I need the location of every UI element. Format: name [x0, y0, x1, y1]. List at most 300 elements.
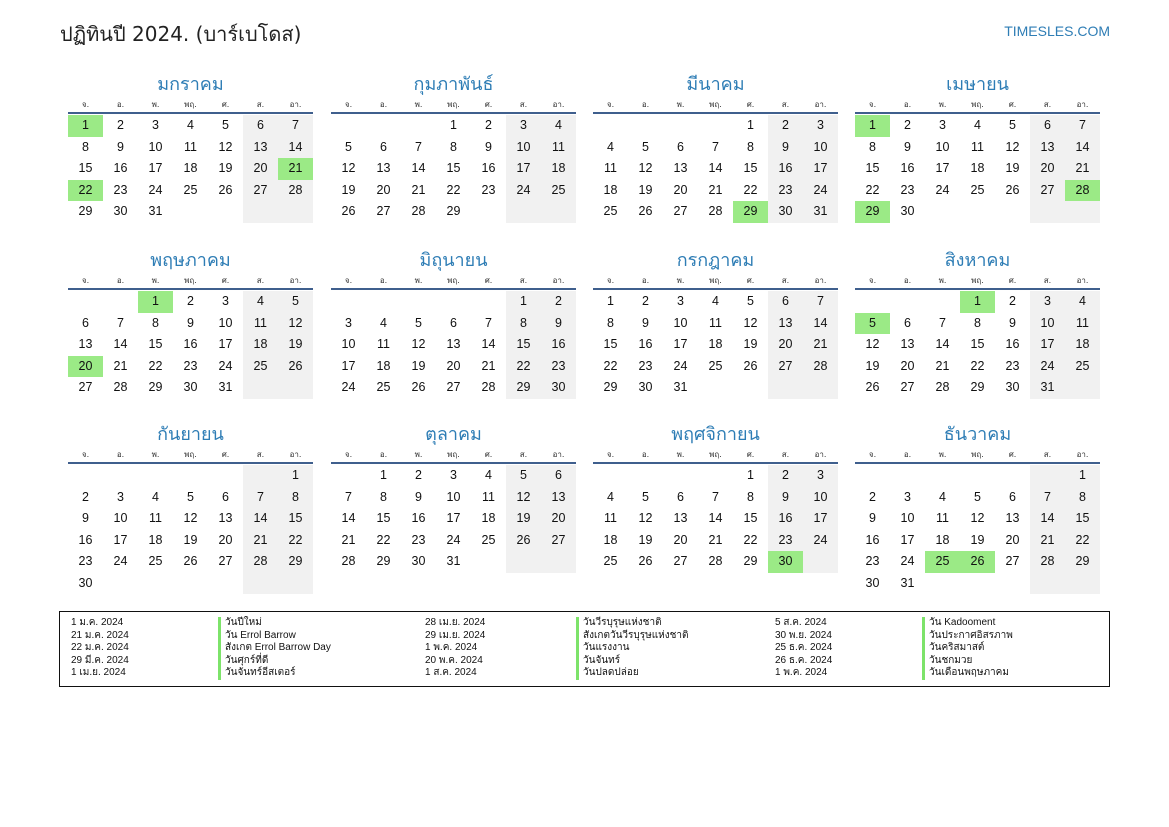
- empty-day-cell: [243, 573, 278, 595]
- day-cell: 19: [218, 161, 233, 175]
- month-grid: [855, 274, 1100, 399]
- weekday-label: พ.: [676, 450, 685, 459]
- day-cell: 10: [673, 315, 688, 330]
- day-cell: 24: [506, 180, 541, 202]
- day-cell: 25: [243, 356, 278, 378]
- day-cell: 13: [541, 487, 576, 509]
- day-cell: 7: [345, 489, 352, 504]
- day-cell: 4: [607, 489, 614, 504]
- holiday-name: วันปีใหม่: [218, 617, 331, 630]
- day-cell: 20: [768, 334, 803, 356]
- day-cell: 16: [865, 532, 880, 547]
- day-cell: 6: [1009, 489, 1016, 504]
- holiday-date: 30 พ.ย. 2024: [775, 629, 832, 641]
- day-cell: 6: [82, 315, 89, 330]
- empty-day-cell: [768, 377, 803, 399]
- day-cell: 11: [709, 315, 722, 330]
- day-cell: 6: [541, 465, 576, 487]
- holiday-day-cell: 26: [960, 551, 995, 573]
- day-cell: 3: [152, 118, 159, 132]
- holiday-name: วันจันทร์อีสเตอร์: [218, 667, 331, 680]
- month-grid: [331, 448, 576, 573]
- weekday-label: พฤ.: [184, 450, 197, 459]
- day-cell: 9: [82, 511, 89, 525]
- day-cell: 2: [768, 115, 803, 137]
- weekday-label: ศ.: [221, 276, 230, 285]
- day-cell: 21: [341, 532, 356, 547]
- day-cell: 13: [218, 511, 233, 525]
- day-cell: 15: [278, 508, 313, 530]
- day-cell: 4: [485, 468, 492, 482]
- day-cell: 20: [446, 358, 461, 373]
- day-cell: 4: [1065, 291, 1100, 313]
- empty-day-cell: [401, 291, 436, 313]
- day-cell: 9: [1009, 315, 1016, 330]
- empty-day-cell: [1065, 201, 1100, 223]
- day-cell: 15: [376, 511, 391, 525]
- day-cell: 4: [187, 118, 194, 132]
- header-rule: [331, 462, 576, 464]
- site-link[interactable]: TIMESLES.COM: [1004, 23, 1110, 39]
- weekday-label: จ.: [344, 450, 353, 459]
- day-cell: 11: [377, 337, 390, 351]
- day-cell: 23: [183, 358, 198, 373]
- day-cell: 6: [768, 291, 803, 313]
- day-cell: 30: [900, 204, 915, 218]
- day-cell: 13: [900, 337, 915, 351]
- day-cell: 26: [218, 182, 233, 197]
- day-cell: 15: [506, 334, 541, 356]
- day-cell: 14: [708, 511, 723, 525]
- empty-day-cell: [1030, 573, 1065, 595]
- day-cell: 5: [222, 118, 229, 132]
- day-cell: 27: [78, 380, 93, 394]
- day-cell: 6: [677, 139, 684, 154]
- day-cell: 6: [222, 489, 229, 504]
- day-cell: 14: [341, 511, 356, 525]
- day-cell: 2: [541, 291, 576, 313]
- day-cell: 22: [506, 356, 541, 378]
- day-cell: 15: [148, 337, 163, 351]
- holiday-day-cell: 21: [278, 158, 313, 180]
- day-cell: 5: [642, 139, 649, 154]
- weekday-label: อ.: [379, 276, 388, 285]
- month-calendar: [68, 72, 313, 223]
- day-cell: 28: [803, 356, 838, 378]
- weekday-label: อา.: [1076, 100, 1089, 109]
- holiday-date: 25 ธ.ค. 2024: [775, 642, 833, 653]
- day-cell: 21: [243, 530, 278, 552]
- day-cell: 27: [1030, 180, 1065, 202]
- day-cell: 28: [113, 380, 128, 394]
- weekday-label: ศ.: [221, 450, 230, 459]
- day-cell: 27: [673, 204, 688, 218]
- day-cell: 28: [935, 380, 950, 394]
- empty-day-cell: [855, 465, 890, 487]
- day-cell: 26: [743, 358, 758, 373]
- month-title: สิงหาคม: [944, 250, 1011, 271]
- empty-day-cell: [278, 377, 313, 399]
- holiday-day-cell: 22: [68, 180, 103, 202]
- day-cell: 10: [341, 337, 356, 351]
- month-title: เมษายน: [946, 74, 1009, 95]
- day-cell: 26: [1005, 182, 1020, 197]
- day-cell: 24: [1030, 356, 1065, 378]
- empty-day-cell: [471, 201, 506, 223]
- weekday-label: พ.: [938, 276, 947, 285]
- day-cell: 27: [243, 180, 278, 202]
- holiday-name: วันวีรบุรุษแห่งชาติ: [576, 617, 689, 630]
- day-cell: 25: [481, 532, 496, 547]
- day-cell: 17: [341, 358, 356, 373]
- empty-day-cell: [593, 465, 628, 487]
- day-cell: 8: [506, 313, 541, 335]
- day-cell: 11: [541, 137, 576, 159]
- weekday-label: พฤ.: [709, 276, 722, 285]
- day-cell: 22: [148, 358, 163, 373]
- header-rule: [68, 112, 313, 114]
- day-cell: 27: [1005, 554, 1020, 568]
- weekday-label: อ.: [116, 450, 125, 459]
- weekday-label: ศ.: [484, 276, 493, 285]
- holiday-day-cell: 5: [855, 313, 890, 335]
- day-cell: 10: [935, 139, 950, 154]
- weekday-label: จ.: [606, 276, 615, 285]
- day-cell: 2: [869, 489, 876, 504]
- day-cell: 16: [78, 532, 93, 547]
- day-cell: 31: [673, 380, 688, 394]
- day-cell: 22: [376, 532, 391, 547]
- day-cell: 30: [768, 201, 803, 223]
- day-cell: 2: [82, 489, 89, 504]
- holiday-name: วัน Errol Barrow: [218, 630, 331, 643]
- weekday-label: พ.: [151, 100, 160, 109]
- day-cell: 14: [411, 161, 426, 175]
- day-cell: 26: [183, 554, 198, 568]
- day-cell: 12: [865, 337, 880, 351]
- day-cell: 31: [900, 575, 915, 590]
- day-cell: 9: [117, 139, 124, 154]
- weekday-label: อา.: [289, 450, 302, 459]
- weekday-label: จ.: [868, 100, 877, 109]
- weekday-label: อ.: [379, 450, 388, 459]
- day-cell: 21: [113, 358, 128, 373]
- day-cell: 28: [341, 554, 356, 568]
- holiday-date: 1 พ.ค. 2024: [775, 667, 828, 678]
- day-cell: 6: [243, 115, 278, 137]
- day-cell: 2: [415, 468, 422, 482]
- day-cell: 24: [113, 554, 128, 568]
- day-cell: 7: [415, 139, 422, 154]
- day-cell: 13: [673, 161, 688, 175]
- day-cell: 29: [970, 380, 985, 394]
- day-cell: 19: [506, 508, 541, 530]
- day-cell: 28: [411, 204, 426, 218]
- weekday-label: อา.: [289, 276, 302, 285]
- day-cell: 9: [768, 487, 803, 509]
- empty-day-cell: [103, 465, 138, 487]
- day-cell: 8: [278, 487, 313, 509]
- day-cell: 11: [482, 489, 495, 504]
- holiday-day-cell: 25: [925, 551, 960, 573]
- month-title: กันยายน: [157, 424, 224, 445]
- empty-day-cell: [890, 465, 925, 487]
- day-cell: 8: [152, 315, 159, 330]
- empty-day-cell: [103, 573, 138, 595]
- day-cell: 9: [869, 511, 876, 525]
- month-title: มกราคม: [157, 74, 224, 95]
- day-cell: 27: [900, 380, 915, 394]
- holiday-date: 1 ส.ค. 2024: [425, 667, 477, 678]
- empty-day-cell: [331, 465, 366, 487]
- month-grid: [331, 98, 576, 223]
- day-cell: 17: [673, 337, 688, 351]
- day-cell: 15: [865, 161, 880, 175]
- empty-day-cell: [436, 291, 471, 313]
- weekday-label: อ.: [903, 450, 912, 459]
- holiday-day-cell: 1: [960, 291, 995, 313]
- empty-day-cell: [698, 377, 733, 399]
- header-rule: [593, 112, 838, 114]
- empty-day-cell: [366, 291, 401, 313]
- weekday-label: จ.: [344, 100, 353, 109]
- day-cell: 31: [803, 201, 838, 223]
- day-cell: 16: [481, 161, 496, 175]
- day-cell: 18: [481, 511, 496, 525]
- weekday-label: อา.: [814, 100, 827, 109]
- day-cell: 26: [638, 554, 653, 568]
- day-cell: 13: [446, 337, 461, 351]
- day-cell: 11: [184, 139, 197, 154]
- holiday-name: วันคริสมาสต์: [922, 642, 1013, 655]
- day-cell: 8: [974, 315, 981, 330]
- day-cell: 21: [708, 182, 723, 197]
- day-cell: 14: [803, 313, 838, 335]
- day-cell: 12: [970, 511, 985, 525]
- empty-day-cell: [628, 465, 663, 487]
- weekday-label: พฤ.: [709, 450, 722, 459]
- weekday-label: จ.: [868, 450, 877, 459]
- day-cell: 28: [1030, 551, 1065, 573]
- weekday-label: จ.: [81, 450, 90, 459]
- day-cell: 3: [904, 489, 911, 504]
- day-cell: 30: [78, 575, 93, 590]
- day-cell: 16: [183, 337, 198, 351]
- day-cell: 10: [506, 137, 541, 159]
- weekday-label: ส.: [256, 276, 265, 285]
- weekday-label: พฤ.: [447, 100, 460, 109]
- day-cell: 24: [673, 358, 688, 373]
- weekday-label: อ.: [379, 100, 388, 109]
- holiday-day-cell: 1: [855, 115, 890, 137]
- day-cell: 7: [485, 315, 492, 330]
- day-cell: 5: [506, 465, 541, 487]
- day-cell: 17: [803, 508, 838, 530]
- day-cell: 9: [642, 315, 649, 330]
- day-cell: 28: [708, 554, 723, 568]
- weekday-label: ศ.: [221, 100, 230, 109]
- day-cell: 1: [506, 291, 541, 313]
- day-cell: 9: [904, 139, 911, 154]
- day-cell: 10: [803, 487, 838, 509]
- holiday-date: 1 ม.ค. 2024: [71, 617, 124, 628]
- day-cell: 17: [148, 161, 163, 175]
- empty-day-cell: [593, 115, 628, 137]
- day-cell: 7: [243, 487, 278, 509]
- day-cell: 12: [638, 511, 653, 525]
- day-cell: 22: [743, 182, 758, 197]
- day-cell: 15: [446, 161, 461, 175]
- day-cell: 24: [446, 532, 461, 547]
- weekday-label: พ.: [151, 276, 160, 285]
- day-cell: 23: [411, 532, 426, 547]
- weekday-label: ส.: [1043, 450, 1052, 459]
- day-cell: 21: [803, 334, 838, 356]
- day-cell: 8: [747, 139, 754, 154]
- day-cell: 15: [743, 511, 758, 525]
- holiday-date: 22 ม.ค. 2024: [71, 642, 129, 653]
- day-cell: 3: [677, 294, 684, 308]
- day-cell: 7: [803, 291, 838, 313]
- weekday-label: จ.: [868, 276, 877, 285]
- month-calendar: [593, 248, 838, 399]
- day-cell: 31: [1030, 377, 1065, 399]
- empty-day-cell: [890, 291, 925, 313]
- day-cell: 19: [970, 532, 985, 547]
- day-cell: 28: [481, 380, 496, 394]
- holiday-name: วันชกมวย: [922, 655, 1013, 668]
- day-cell: 6: [677, 489, 684, 504]
- day-cell: 5: [415, 315, 422, 330]
- holiday-names-column: [922, 617, 1013, 680]
- empty-day-cell: [1030, 465, 1065, 487]
- day-cell: 2: [187, 294, 194, 308]
- day-cell: 18: [1065, 334, 1100, 356]
- day-cell: 18: [148, 532, 163, 547]
- empty-day-cell: [208, 201, 243, 223]
- day-cell: 14: [243, 508, 278, 530]
- day-cell: 27: [446, 380, 461, 394]
- month-calendar: [68, 422, 313, 594]
- holiday-dates-column: [775, 617, 832, 680]
- month-grid: [68, 274, 313, 399]
- day-cell: 5: [278, 291, 313, 313]
- day-cell: 21: [1030, 530, 1065, 552]
- month-calendar: [331, 248, 576, 399]
- day-cell: 25: [183, 182, 198, 197]
- holiday-date: 1 เม.ย. 2024: [71, 667, 126, 678]
- day-cell: 30: [113, 204, 128, 218]
- day-cell: 26: [278, 356, 313, 378]
- day-cell: 22: [743, 532, 758, 547]
- empty-day-cell: [855, 291, 890, 313]
- day-cell: 25: [376, 380, 391, 394]
- day-cell: 29: [603, 380, 618, 394]
- day-cell: 11: [604, 511, 617, 525]
- header-rule: [855, 112, 1100, 114]
- day-cell: 3: [117, 489, 124, 504]
- weekday-label: พฤ.: [184, 100, 197, 109]
- month-title: พฤษภาคม: [150, 250, 231, 271]
- weekday-label: อา.: [814, 450, 827, 459]
- weekday-label: ศ.: [746, 100, 755, 109]
- day-cell: 16: [113, 161, 128, 175]
- day-cell: 10: [900, 511, 915, 525]
- holiday-date: 26 ธ.ค. 2024: [775, 654, 833, 666]
- day-cell: 13: [78, 337, 93, 351]
- day-cell: 21: [411, 182, 426, 197]
- weekday-label: พฤ.: [184, 276, 197, 285]
- day-cell: 5: [642, 489, 649, 504]
- day-cell: 5: [974, 489, 981, 504]
- day-cell: 19: [278, 334, 313, 356]
- day-cell: 6: [450, 315, 457, 330]
- day-cell: 16: [541, 334, 576, 356]
- empty-day-cell: [925, 465, 960, 487]
- day-cell: 5: [747, 294, 754, 308]
- month-calendar: [855, 422, 1100, 594]
- day-cell: 20: [376, 182, 391, 197]
- empty-day-cell: [331, 115, 366, 137]
- month-grid: [593, 98, 838, 223]
- weekday-label: อา.: [552, 276, 565, 285]
- day-cell: 20: [900, 358, 915, 373]
- empty-day-cell: [208, 573, 243, 595]
- day-cell: 13: [768, 313, 803, 335]
- weekday-label: ศ.: [1008, 450, 1017, 459]
- weekday-label: พ.: [676, 100, 685, 109]
- day-cell: 3: [1030, 291, 1065, 313]
- day-cell: 18: [243, 334, 278, 356]
- day-cell: 17: [113, 532, 128, 547]
- day-cell: 13: [243, 137, 278, 159]
- day-cell: 11: [936, 511, 949, 525]
- month-grid: [68, 448, 313, 594]
- month-grid: [68, 98, 313, 223]
- weekday-label: พฤ.: [971, 100, 984, 109]
- day-cell: 10: [446, 489, 461, 504]
- day-cell: 29: [506, 377, 541, 399]
- day-cell: 6: [1030, 115, 1065, 137]
- header-rule: [593, 462, 838, 464]
- empty-day-cell: [995, 465, 1030, 487]
- holiday-day-cell: 28: [1065, 180, 1100, 202]
- empty-day-cell: [628, 115, 663, 137]
- day-cell: 11: [971, 139, 984, 154]
- day-cell: 10: [113, 511, 128, 525]
- header-rule: [331, 288, 576, 290]
- day-cell: 25: [148, 554, 163, 568]
- day-cell: 16: [900, 161, 915, 175]
- holiday-name: วัน Kadooment: [922, 617, 1013, 630]
- day-cell: 25: [708, 358, 723, 373]
- weekday-label: พฤ.: [447, 276, 460, 285]
- weekday-label: อ.: [641, 100, 650, 109]
- holiday-day-cell: 1: [138, 291, 173, 313]
- month-title: มิถุนายน: [419, 250, 488, 271]
- page-title: ปฏิทินปี 2024. (บาร์เบโดส): [60, 22, 302, 46]
- weekday-label: อา.: [552, 450, 565, 459]
- empty-day-cell: [960, 465, 995, 487]
- day-cell: 26: [341, 204, 356, 218]
- weekday-label: อ.: [116, 100, 125, 109]
- holiday-name: วันเดือนพฤษภาคม: [922, 667, 1013, 680]
- empty-day-cell: [925, 573, 960, 595]
- day-cell: 22: [970, 358, 985, 373]
- day-cell: 28: [708, 204, 723, 218]
- holiday-date: 29 เม.ย. 2024: [425, 629, 486, 641]
- weekday-label: ศ.: [746, 450, 755, 459]
